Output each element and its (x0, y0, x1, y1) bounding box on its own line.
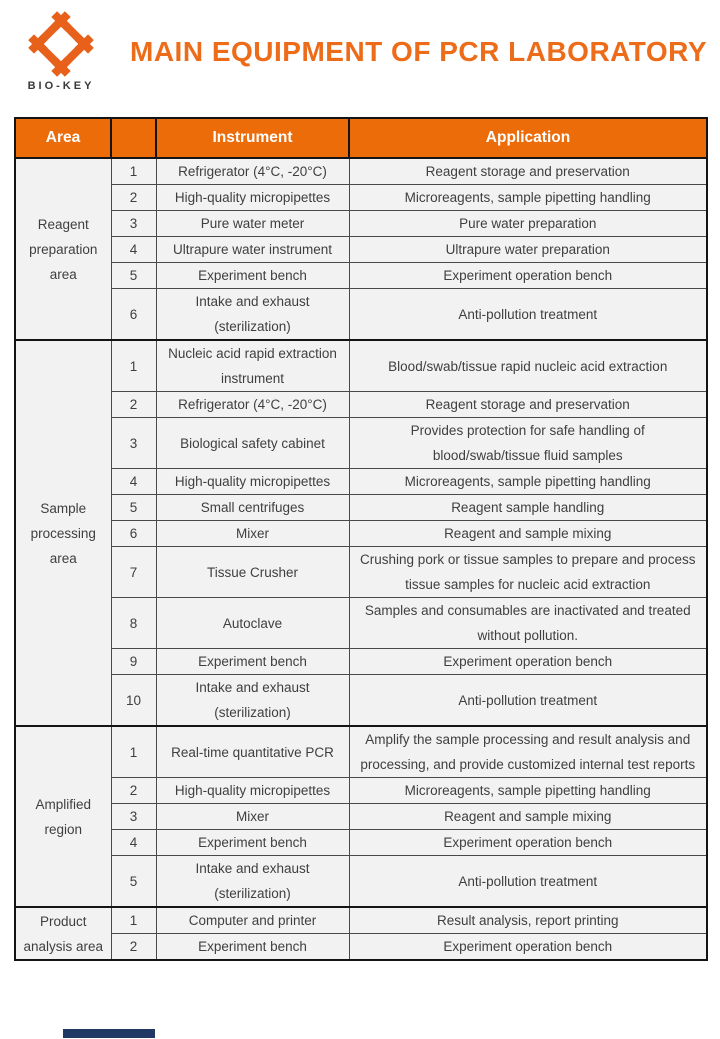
instrument-cell: High-quality micropipettes (156, 469, 349, 495)
application-cell: Ultrapure water preparation (349, 237, 707, 263)
instrument-cell: Small centrifuges (156, 495, 349, 521)
brand-name: BIO-KEY (27, 80, 95, 92)
number-cell: 5 (111, 856, 156, 908)
table-row (15, 340, 707, 392)
header-number (111, 118, 156, 158)
application-cell: Microreagents, sample pipetting handling (349, 778, 707, 804)
application-cell: Samples and consumables are inactivated and treated without pollution. (349, 598, 707, 649)
number-cell: 2 (111, 934, 156, 961)
instrument-cell: Mixer (156, 521, 349, 547)
instrument-cell: Refrigerator (4°C, -20°C) (156, 392, 349, 418)
area-cell: Reagent preparation area (15, 158, 111, 340)
table-row (15, 418, 707, 469)
number-cell: 3 (111, 211, 156, 237)
number-cell: 6 (111, 521, 156, 547)
instrument-cell: Biological safety cabinet (156, 418, 349, 469)
number-cell: 2 (111, 392, 156, 418)
instrument-cell: Real-time quantitative PCR (156, 726, 349, 778)
number-cell: 4 (111, 830, 156, 856)
application-cell: Provides protection for safe handling of blood/swab/tissue fluid samples (349, 418, 707, 469)
instrument-cell: Experiment bench (156, 934, 349, 961)
table-row (15, 495, 707, 521)
number-cell: 1 (111, 340, 156, 392)
instrument-cell: Intake and exhaust (sterilization) (156, 675, 349, 727)
table-row (15, 263, 707, 289)
number-cell: 2 (111, 185, 156, 211)
application-cell: Microreagents, sample pipetting handling (349, 469, 707, 495)
instrument-cell: Autoclave (156, 598, 349, 649)
application-cell: Result analysis, report printing (349, 907, 707, 934)
instrument-cell: High-quality micropipettes (156, 185, 349, 211)
table-row (15, 649, 707, 675)
equipment-table (14, 117, 708, 961)
header-application: Application (349, 118, 707, 158)
application-cell: Amplify the sample processing and result analysis and processing, and provide customized internal test reports (349, 726, 707, 778)
instrument-cell: Intake and exhaust (sterilization) (156, 289, 349, 341)
instrument-cell: Experiment bench (156, 830, 349, 856)
number-cell: 5 (111, 263, 156, 289)
instrument-cell: Computer and printer (156, 907, 349, 934)
table-row (15, 675, 707, 727)
number-cell: 9 (111, 649, 156, 675)
table-row (15, 158, 707, 185)
number-cell: 10 (111, 675, 156, 727)
number-cell: 5 (111, 495, 156, 521)
header-row (15, 118, 707, 158)
table-row (15, 830, 707, 856)
table-row (15, 392, 707, 418)
page-title: MAIN EQUIPMENT OF PCR LABORATORY (130, 36, 708, 67)
table-row (15, 469, 707, 495)
number-cell: 8 (111, 598, 156, 649)
instrument-cell: Ultrapure water instrument (156, 237, 349, 263)
table-row (15, 521, 707, 547)
application-cell: Reagent sample handling (349, 495, 707, 521)
area-cell: Product analysis area (15, 907, 111, 960)
application-cell: Anti-pollution treatment (349, 289, 707, 341)
number-cell: 3 (111, 804, 156, 830)
number-cell: 6 (111, 289, 156, 341)
application-cell: Reagent and sample mixing (349, 804, 707, 830)
number-cell: 3 (111, 418, 156, 469)
number-cell: 1 (111, 907, 156, 934)
instrument-cell: Pure water meter (156, 211, 349, 237)
header-area: Area (15, 118, 111, 158)
table-row (15, 185, 707, 211)
application-cell: Experiment operation bench (349, 649, 707, 675)
instrument-cell: Tissue Crusher (156, 547, 349, 598)
table-row (15, 778, 707, 804)
table-row (15, 804, 707, 830)
bio-key-logo-icon (27, 10, 95, 78)
application-cell: Experiment operation bench (349, 830, 707, 856)
application-cell: Crushing pork or tissue samples to prepare and process tissue samples for nucleic acid extraction (349, 547, 707, 598)
table-row (15, 934, 707, 961)
application-cell: Reagent and sample mixing (349, 521, 707, 547)
application-cell: Experiment operation bench (349, 934, 707, 961)
table-row (15, 547, 707, 598)
table-header (15, 118, 707, 158)
number-cell: 1 (111, 158, 156, 185)
instrument-cell: Refrigerator (4°C, -20°C) (156, 158, 349, 185)
number-cell: 4 (111, 237, 156, 263)
application-cell: Pure water preparation (349, 211, 707, 237)
instrument-cell: Intake and exhaust (sterilization) (156, 856, 349, 908)
table-row (15, 726, 707, 778)
area-cell: Sample processing area (15, 340, 111, 726)
number-cell: 7 (111, 547, 156, 598)
application-cell: Experiment operation bench (349, 263, 707, 289)
table-row (15, 856, 707, 908)
application-cell: Microreagents, sample pipetting handling (349, 185, 707, 211)
table-row (15, 237, 707, 263)
table-row (15, 211, 707, 237)
instrument-cell: Mixer (156, 804, 349, 830)
instrument-cell: Nucleic acid rapid extraction instrument (156, 340, 349, 392)
number-cell: 1 (111, 726, 156, 778)
application-cell: Reagent storage and preservation (349, 392, 707, 418)
area-cell: Amplified region (15, 726, 111, 907)
application-cell: Anti-pollution treatment (349, 856, 707, 908)
brand-logo (22, 10, 100, 92)
application-cell: Blood/swab/tissue rapid nucleic acid extraction (349, 340, 707, 392)
instrument-cell: High-quality micropipettes (156, 778, 349, 804)
application-cell: Anti-pollution treatment (349, 675, 707, 727)
application-cell: Reagent storage and preservation (349, 158, 707, 185)
number-cell: 4 (111, 469, 156, 495)
footer-accent-bar (63, 1029, 155, 1038)
number-cell: 2 (111, 778, 156, 804)
instrument-cell: Experiment bench (156, 649, 349, 675)
table-row (15, 907, 707, 934)
table-row (15, 598, 707, 649)
equipment-table-body (15, 158, 707, 960)
header-instrument: Instrument (156, 118, 349, 158)
table-row (15, 289, 707, 341)
instrument-cell: Experiment bench (156, 263, 349, 289)
